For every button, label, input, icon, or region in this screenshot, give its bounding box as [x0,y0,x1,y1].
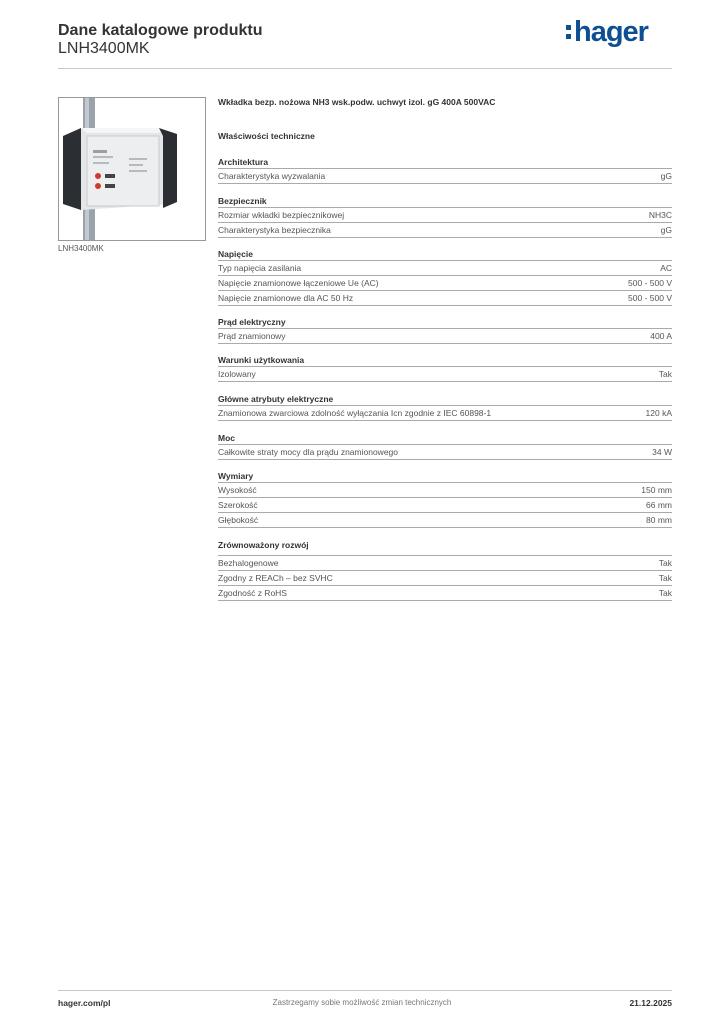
spec-row [218,223,672,238]
spec-row [218,291,672,306]
section-title: Bezpiecznik [218,195,672,208]
footer-date: 21.12.2025 [629,998,672,1008]
spec-label: Izolowany [218,369,256,379]
section-warunki-uzytkowania [218,354,672,382]
spec-value: NH3C [648,210,672,220]
spec-row [218,483,672,498]
spec-row [218,261,672,276]
spec-label: Szerokość [218,500,258,510]
spec-value: 66 mm [646,500,672,510]
spec-label: Zgodny z REACh – bez SVHC [218,573,333,583]
fuse-icon [59,98,205,240]
spec-value: Tak [658,588,672,598]
spec-label: Charakterystyka bezpiecznika [218,225,331,235]
spec-value: 120 kA [645,408,672,418]
section-glowne-atrybuty [218,393,672,421]
spec-label: Wysokość [218,485,257,495]
page-title: Dane katalogowe produktu [58,22,263,39]
spec-row [218,329,672,344]
spec-row [218,586,672,601]
spec-value: 150 mm [641,485,672,495]
spec-label: Napięcie znamionowe dla AC 50 Hz [218,293,354,303]
spec-label: Bezhalogenowe [218,558,279,568]
spec-label: Rozmiar wkładki bezpiecznikowej [218,210,345,220]
product-description: Wkładka bezp. nożowa NH3 wsk.podw. uchwyt izol. gG 400A 500VAC [218,97,496,107]
spec-value: Tak [658,558,672,568]
footer-website-link[interactable]: hager.com/pl [58,998,111,1008]
spec-row [218,169,672,184]
spec-value: AC [660,263,672,273]
section-title: Moc [218,432,672,445]
spec-row [218,406,672,421]
spec-label: Charakterystyka wyzwalania [218,171,326,181]
spec-label: Głębokość [218,515,259,525]
footer-divider [58,990,672,991]
section-bezpiecznik [218,195,672,238]
spec-label: Znamionowa zwarciowa zdolność wyłączania Icn zgodnie z IEC 60898-1 [218,408,492,418]
spec-label: Całkowite straty mocy dla prądu znamionowego [218,447,399,457]
section-title: Warunki użytkowania [218,354,672,367]
section-title: Architektura [218,156,672,169]
spec-row [218,571,672,586]
section-prad-elektryczny [218,316,672,344]
spec-value: 400 A [650,331,672,341]
image-caption: LNH3400MK [58,244,104,253]
logo-dots-icon [566,25,571,39]
spec-row [218,513,672,528]
product-code: LNH3400MK [58,40,150,57]
spec-label: Typ napięcia zasilania [218,263,302,273]
section-title: Główne atrybuty elektryczne [218,393,672,406]
section-moc [218,432,672,460]
spec-row [218,208,672,223]
section-architektura [218,156,672,184]
section-title: Zrównoważony rozwój [218,539,672,556]
spec-value: Tak [658,573,672,583]
section-title: Napięcie [218,248,672,261]
spec-label: Napięcie znamionowe łączeniowe Ue (AC) [218,278,379,288]
section-title: Wymiary [218,470,672,483]
logo-text: hager [574,16,648,48]
section-title: Prąd elektryczny [218,316,672,329]
footer-disclaimer: Zastrzegamy sobie możliwość zmian technicznych [272,998,452,1007]
section-napiecie [218,248,672,306]
section-wymiary [218,470,672,528]
spec-row [218,445,672,460]
spec-row [218,276,672,291]
spec-value: 80 mm [646,515,672,525]
spec-row [218,556,672,571]
spec-row [218,367,672,382]
properties-title: Właściwości techniczne [218,131,315,141]
spec-value: 500 - 500 V [628,293,672,303]
spec-value: 500 - 500 V [628,278,672,288]
section-zrownowazony-rozwoj [218,539,672,601]
spec-label: Prąd znamionowy [218,331,286,341]
spec-label: Zgodność z RoHS [218,588,287,598]
spec-value: 34 W [652,447,672,457]
spec-row [218,498,672,513]
header-divider [58,68,672,69]
spec-value: gG [660,225,672,235]
spec-value: Tak [658,369,672,379]
product-image [58,97,206,241]
hager-logo [566,17,648,47]
spec-value: gG [660,171,672,181]
